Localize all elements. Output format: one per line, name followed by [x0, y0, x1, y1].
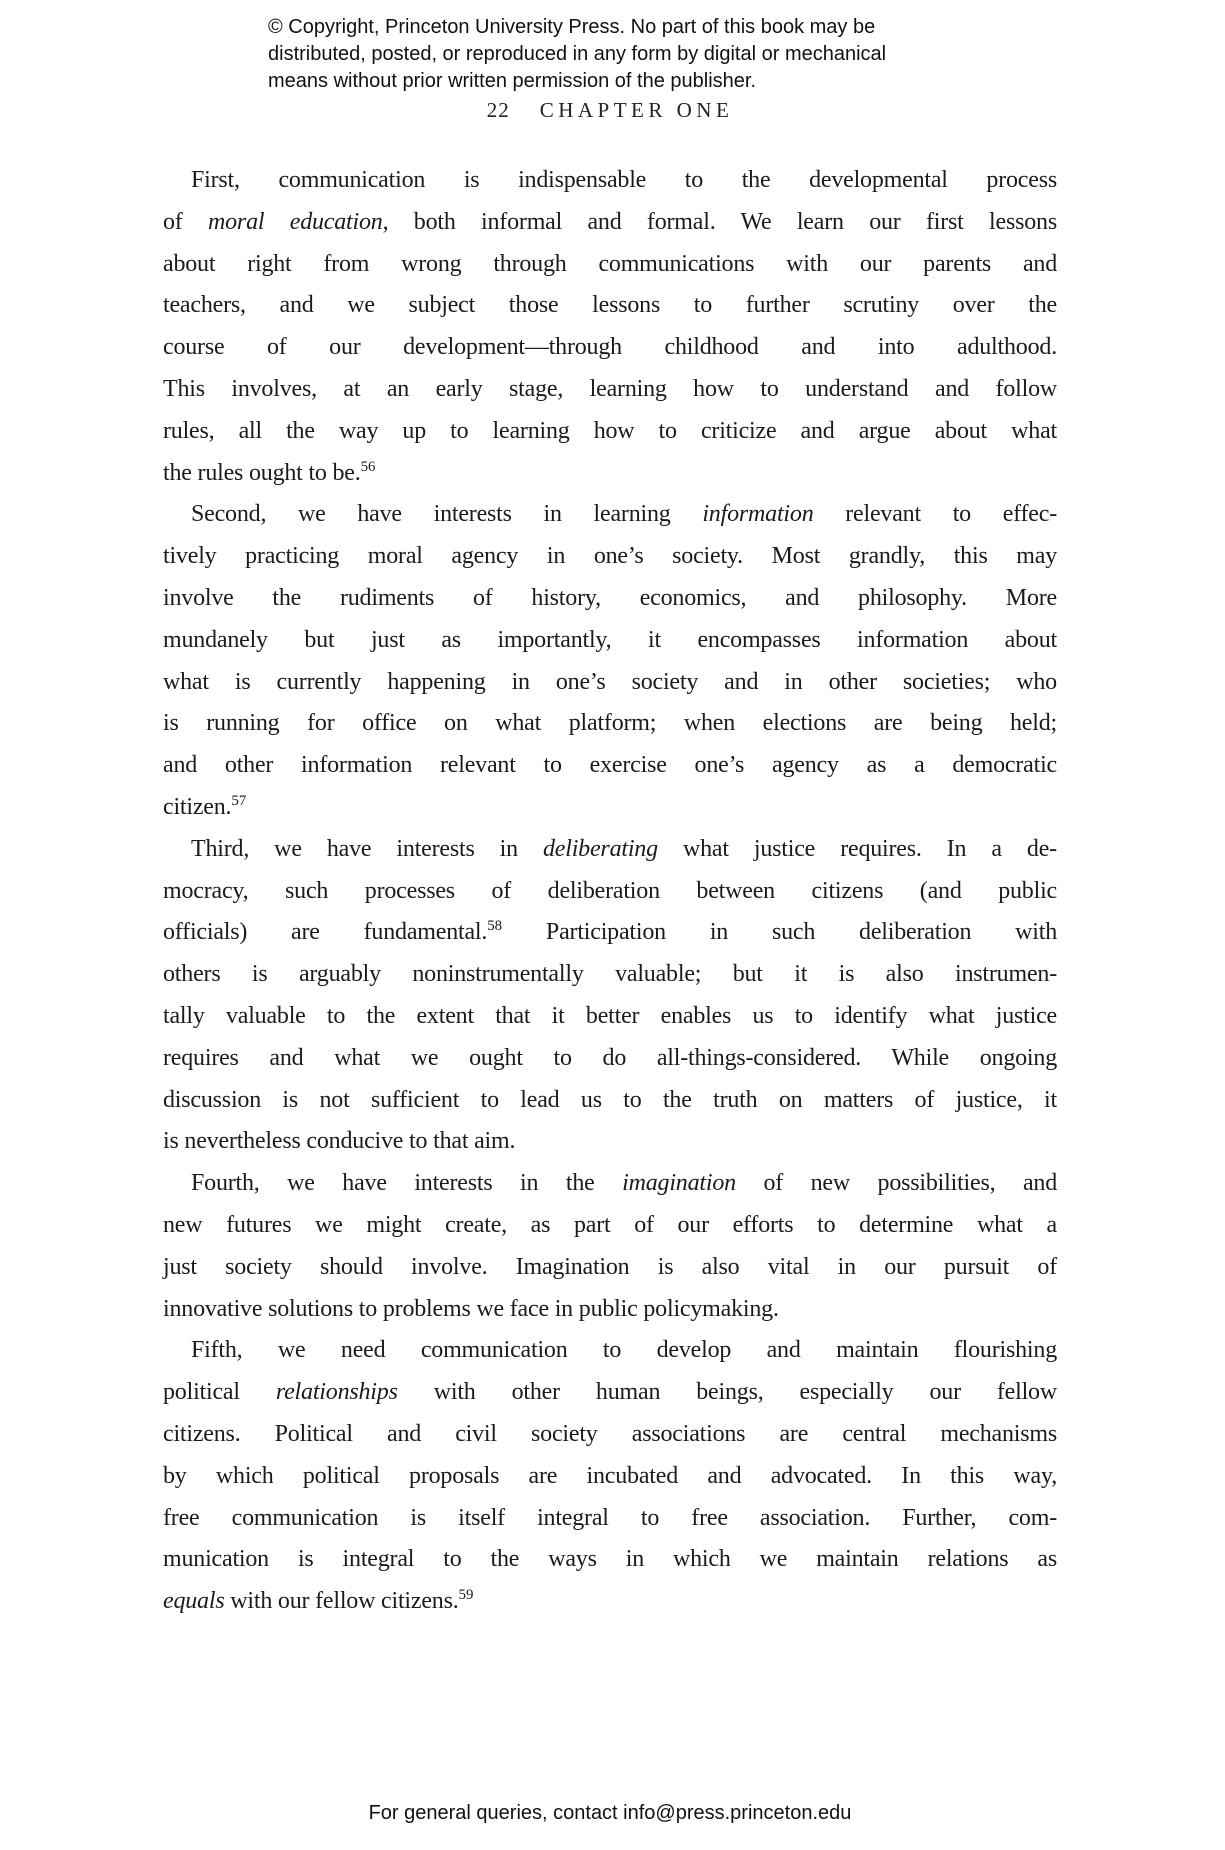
- paragraph-2-line: [163, 703, 1057, 745]
- paragraph-3-line: [163, 1038, 1057, 1080]
- copyright-line-3: means without prior written permission of the publisher.: [268, 70, 757, 92]
- text-run: is nevertheless conducive to that aim.: [163, 1128, 516, 1155]
- text-run: with our fellow citizens.: [224, 1588, 459, 1615]
- paragraph-3-line: [163, 1080, 1057, 1122]
- paragraph-3-line: [163, 954, 1057, 996]
- text-run: the rules ought to be.: [163, 459, 361, 486]
- text-run: new futures we might create, as part of our efforts to determine what a: [163, 1211, 1057, 1238]
- paragraph-5-line: [163, 1372, 1057, 1414]
- paragraph-2-line: [163, 578, 1057, 620]
- text-run: Fifth, we need communication to develop and maintain flourishing: [191, 1337, 1057, 1364]
- paragraph-1-line: [163, 369, 1057, 411]
- paragraph-4-line: [163, 1205, 1057, 1247]
- paragraph-1-line: [163, 285, 1057, 327]
- paragraph-3-line: [163, 912, 1057, 954]
- paragraph-2-line: [163, 662, 1057, 704]
- paragraph-5-line: [163, 1581, 1057, 1623]
- text-run: moral education: [208, 208, 383, 235]
- paragraph-2-line: [163, 620, 1057, 662]
- footer-contact: For general queries, contact info@press.princeton.edu: [368, 1802, 852, 1824]
- paragraph-1-line: [163, 244, 1057, 286]
- paragraph-3-line: [163, 829, 1057, 871]
- text-run: others is arguably noninstrumentally valuable; but it is also instrumen-: [163, 961, 1057, 988]
- text-run: relevant to effec-: [813, 501, 1058, 528]
- text-run: Third, we have interests in: [191, 835, 543, 862]
- text-run: requires and what we ought to do all-things-considered. While ongoing: [163, 1044, 1057, 1071]
- paragraph-2-line: [163, 745, 1057, 787]
- text-run: discussion is not sufficient to lead us to the truth on matters of justice, it: [163, 1086, 1057, 1113]
- text-run: rules, all the way up to learning how to criticize and argue about what: [163, 417, 1057, 444]
- paragraph-2-line: [163, 536, 1057, 578]
- text-run: what is currently happening in one’s society and in other societies; who: [163, 668, 1057, 695]
- text-run: Participation in such deliberation with: [502, 919, 1057, 946]
- paragraph-5-line: [163, 1498, 1057, 1540]
- paragraph-4-line: [163, 1163, 1057, 1205]
- text-run: and other information relevant to exercise one’s agency as a democratic: [163, 752, 1057, 779]
- text-run: deliberating: [542, 835, 658, 862]
- text-run: munication is integral to the ways in which we maintain relations as: [163, 1546, 1057, 1573]
- paragraph-2-line: [163, 787, 1057, 829]
- text-run: Fourth, we have interests in the: [191, 1170, 623, 1197]
- text-run: teachers, and we subject those lessons to further scrutiny over the: [163, 292, 1057, 319]
- text-run: tally valuable to the extent that it better enables us to identify what justice: [163, 1002, 1057, 1029]
- paragraph-1-line: [163, 411, 1057, 453]
- text-run: citizen.: [163, 793, 232, 820]
- footnote-reference: 56: [360, 458, 376, 475]
- paragraph-1-line: [163, 160, 1057, 202]
- text-run: tively practicing moral agency in one’s society. Most grandly, this may: [163, 543, 1057, 570]
- footnote-reference: 58: [487, 918, 503, 935]
- footnote-reference: 59: [458, 1587, 474, 1604]
- footnote-reference: 57: [231, 792, 247, 809]
- text-run: what justice requires. In a de-: [657, 835, 1057, 862]
- text-run: just society should involve. Imagination is also vital in our pursuit of: [163, 1253, 1057, 1280]
- paragraph-4-line: [163, 1247, 1057, 1289]
- paragraph-5-line: [163, 1456, 1057, 1498]
- text-run: involve the rudiments of history, economics, and philosophy. More: [163, 584, 1057, 611]
- paragraph-5-line: [163, 1330, 1057, 1372]
- paragraph-3-line: [163, 1121, 1057, 1163]
- text-run: about right from wrong through communications with our parents and: [163, 250, 1057, 277]
- copyright-line-2: distributed, posted, or reproduced in any form by digital or mechanical: [268, 43, 887, 65]
- paragraph-5-line: [163, 1414, 1057, 1456]
- chapter-title: CHAPTER ONE: [539, 98, 734, 122]
- text-run: is running for office on what platform; when elections are being held;: [163, 710, 1057, 737]
- text-run: by which political proposals are incubated and advocated. In this way,: [163, 1462, 1057, 1489]
- text-run: equals: [163, 1588, 225, 1615]
- text-run: innovative solutions to problems we face in public policymaking.: [163, 1295, 779, 1322]
- page-number: 22: [486, 98, 510, 122]
- copyright-notice: [268, 14, 886, 95]
- paragraph-5-line: [163, 1539, 1057, 1581]
- text-run: officials) are fundamental.: [163, 919, 488, 946]
- text-run: of new possibilities, and: [735, 1170, 1058, 1197]
- text-run: First, communication is indispensable to the developmental process: [191, 167, 1057, 193]
- paragraph-1-line: [163, 327, 1057, 369]
- paragraph-3-line: [163, 871, 1057, 913]
- copyright-line-1: © Copyright, Princeton University Press. No part of this book may be: [268, 16, 876, 38]
- text-run: citizens. Political and civil society associations are central mechanisms: [163, 1420, 1057, 1447]
- text-run: imagination: [622, 1170, 736, 1197]
- text-run: with other human beings, especially our fellow: [397, 1379, 1057, 1406]
- text-run: mocracy, such processes of deliberation between citizens (and public: [163, 877, 1057, 904]
- paragraph-2-line: [163, 494, 1057, 536]
- text-run: course of our development—through childhood and into adulthood.: [163, 334, 1057, 361]
- text-run: of: [163, 208, 208, 235]
- text-run: political: [163, 1379, 276, 1406]
- paragraph-1-line: [163, 453, 1057, 495]
- text-run: mundanely but just as importantly, it encompasses information about: [163, 626, 1057, 653]
- running-head: [163, 98, 1057, 123]
- page-body: [163, 160, 1057, 1623]
- text-run: information: [702, 501, 814, 528]
- paragraph-1-line: [163, 202, 1057, 244]
- paragraph-3-line: [163, 996, 1057, 1038]
- text-run: Second, we have interests in learning: [191, 501, 703, 528]
- paragraph-4-line: [163, 1289, 1057, 1331]
- text-run: , both informal and formal. We learn our first lessons: [382, 208, 1057, 235]
- text-run: free communication is itself integral to free association. Further, com-: [163, 1504, 1057, 1531]
- text-run: This involves, at an early stage, learning how to understand and follow: [163, 375, 1057, 402]
- text-run: relationships: [275, 1379, 398, 1406]
